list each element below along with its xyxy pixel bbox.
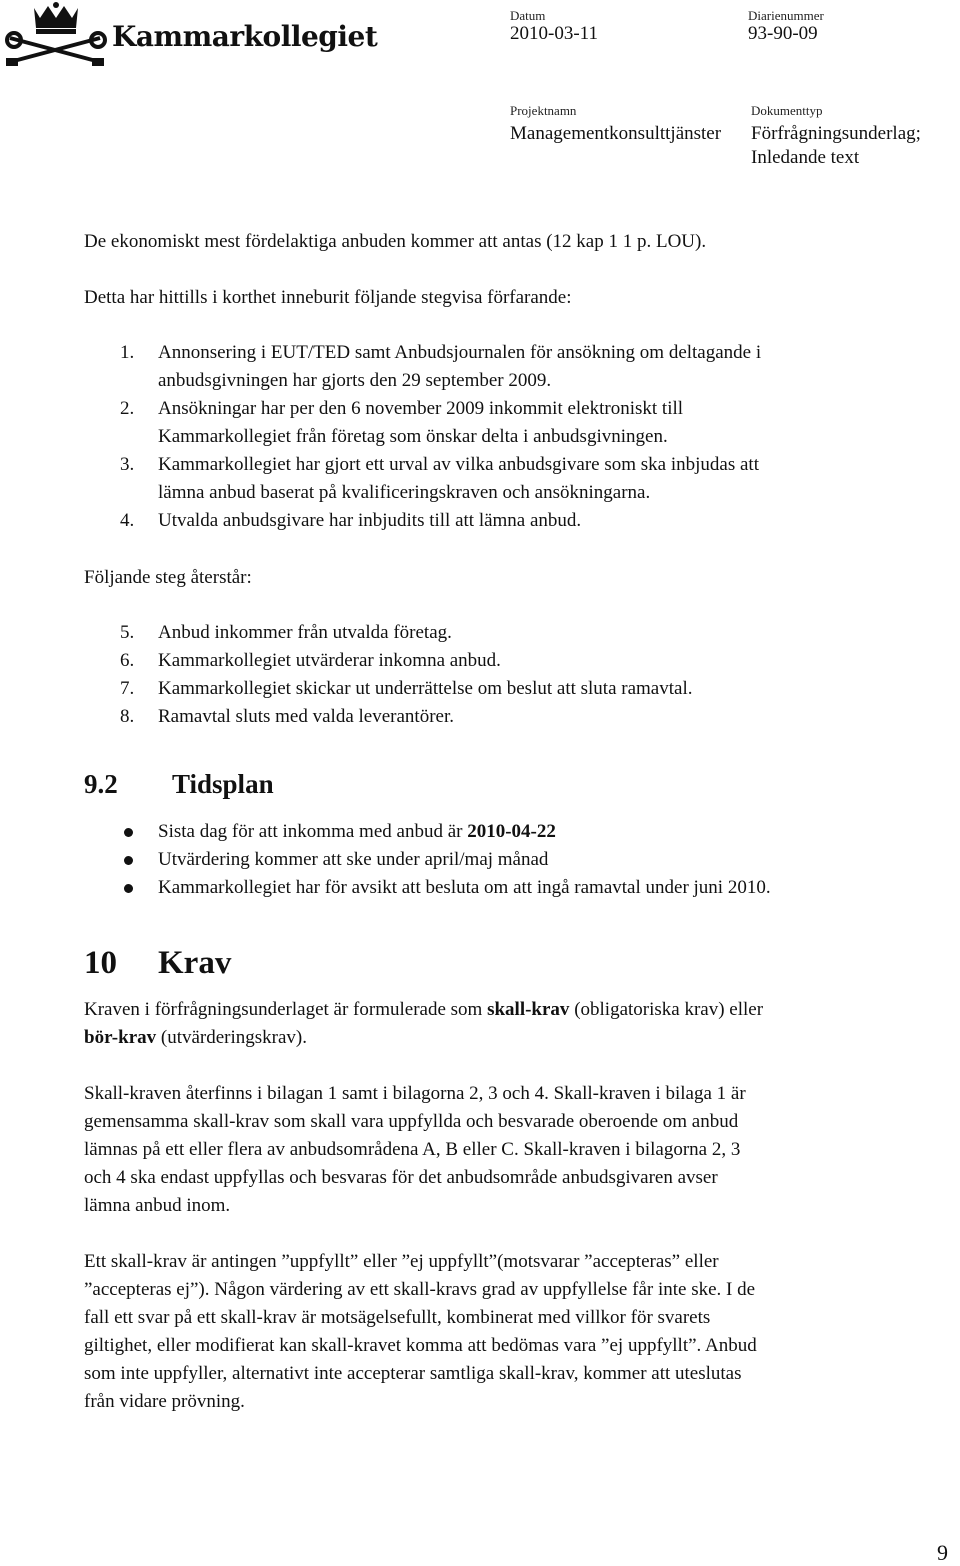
list-number: 6. — [120, 650, 135, 671]
list-item-text: Kammarkollegiet utvärderar inkomna anbud. — [158, 650, 501, 671]
paragraph-line: lämnas på ett eller flera av anbudsområdena A, B eller C. Skall-kraven i bilagorna 2, 3 — [84, 1139, 741, 1160]
remaining-heading: Följande steg återstår: — [84, 567, 252, 588]
list-number: 4. — [120, 510, 135, 531]
diarienummer-value: 93-90-09 — [748, 23, 818, 44]
list-number: 5. — [120, 622, 135, 643]
section-9-2-number: 9.2 — [84, 769, 118, 799]
list-item-text: Ansökningar har per den 6 november 2009 inkommit elektroniskt till — [158, 398, 684, 419]
text-run: Kraven i förfrågningsunderlaget är formulerade som — [84, 999, 488, 1020]
dokumenttyp-value-1: Förfrågningsunderlag; — [751, 123, 921, 144]
list-number: 3. — [120, 454, 135, 475]
list-number: 7. — [120, 678, 135, 699]
krav-paragraph-1 — [84, 996, 954, 1052]
krav-paragraph-3 — [84, 1248, 954, 1416]
projektnamn-value: Managementkonsulttjänster — [510, 123, 722, 144]
skall-krav-term: skall-krav — [487, 999, 570, 1020]
paragraph-line: ”accepteras ej”). Någon värdering av ett skall-kravs grad av uppfyllelse får inte ske. I de — [84, 1279, 756, 1300]
paragraph-line: fall ett svar på ett skall-krav är motsägelsefullt, kombinerat med villkor för svarets — [84, 1307, 711, 1328]
text-run: (utvärderingskrav). — [156, 1027, 308, 1048]
deadline-date: 2010-04-22 — [467, 821, 556, 842]
list-item-text: Kammarkollegiet skickar ut underrättelse om beslut att sluta ramavtal. — [158, 678, 693, 699]
page-number: 9 — [937, 1540, 948, 1565]
section-10-number: 10 — [84, 945, 117, 981]
crown-keys-emblem-icon — [4, 2, 109, 68]
list-item-text: lämna anbud baserat på kvalificeringskraven och ansökningarna. — [158, 482, 651, 503]
bullet-text: Utvärdering kommer att ske under april/maj månad — [158, 849, 549, 870]
intro-line-1: De ekonomiskt mest fördelaktiga anbuden kommer att antas (12 kap 1 1 p. LOU). — [84, 231, 707, 252]
bullet-icon — [124, 884, 133, 893]
list-number: 2. — [120, 398, 135, 419]
krav-paragraph-2 — [84, 1080, 954, 1220]
paragraph-line: lämna anbud inom. — [84, 1195, 231, 1216]
paragraph-line: från vidare prövning. — [84, 1391, 245, 1412]
dokumenttyp-label: Dokumenttyp — [751, 103, 823, 118]
list-number: 1. — [120, 342, 135, 363]
bullet-text — [158, 818, 556, 846]
bullet-icon — [124, 856, 133, 865]
paragraph-line: Ett skall-krav är antingen ”uppfyllt” eller ”ej uppfyllt”(motsvarar ”accepteras” eller — [84, 1251, 719, 1272]
kammarkollegiet-logo — [4, 2, 378, 70]
intro-line-2: Detta har hittills i korthet inneburit följande stegvisa förfarande: — [84, 287, 572, 308]
bor-krav-term: bör-krav — [84, 1027, 157, 1048]
paragraph-line — [84, 1024, 954, 1052]
list-item-text: anbudsgivningen har gjorts den 29 september 2009. — [158, 370, 552, 391]
paragraph-line — [84, 996, 954, 1024]
section-9-2-title: Tidsplan — [172, 769, 274, 799]
paragraph-line: giltighet, eller modifierat kan skall-kravet komma att bedömas vara ”ej uppfyllt”. Anbud — [84, 1335, 757, 1356]
section-10-title: Krav — [158, 945, 232, 981]
text-run: (obligatoriska krav) eller — [569, 999, 764, 1020]
diarienummer-label: Diarienummer — [748, 8, 824, 23]
bullet-text: Kammarkollegiet har för avsikt att besluta om att ingå ramavtal under juni 2010. — [158, 877, 771, 898]
paragraph-line: gemensamma skall-krav som skall vara uppfyllda och besvarade oberoende om anbud — [84, 1111, 739, 1132]
list-item-text: Kammarkollegiet har gjort ett urval av vilka anbudsgivare som ska inbjudas att — [158, 454, 759, 475]
paragraph-line: och 4 ska endast uppfyllas och besvaras för det anbudsområde anbudsgivaren avser — [84, 1167, 718, 1188]
projektnamn-label: Projektnamn — [510, 103, 577, 118]
paragraph-line: som inte uppfyller, alternativt inte accepterar samtliga skall-krav, kommer att uteslutas — [84, 1363, 742, 1384]
dokumenttyp-value-2: Inledande text — [751, 147, 860, 168]
list-item-text: Anbud inkommer från utvalda företag. — [158, 622, 452, 643]
datum-label: Datum — [510, 8, 546, 23]
org-name: Kammarkollegiet — [112, 20, 378, 53]
list-item-text: Annonsering i EUT/TED samt Anbudsjournalen för ansökning om deltagande i — [158, 342, 762, 363]
bullet-icon — [124, 828, 133, 837]
list-item-text: Ramavtal sluts med valda leverantörer. — [158, 706, 454, 727]
datum-value: 2010-03-11 — [510, 23, 598, 44]
list-number: 8. — [120, 706, 135, 727]
list-item-text: Utvalda anbudsgivare har inbjudits till att lämna anbud. — [158, 510, 582, 531]
paragraph-line: Skall-kraven återfinns i bilagan 1 samt i bilagorna 2, 3 och 4. Skall-kraven i bilaga 1 är — [84, 1083, 746, 1104]
list-item-text: Kammarkollegiet från företag som önskar delta i anbudsgivningen. — [158, 426, 668, 447]
bullet-text-part: Sista dag för att inkomma med anbud är — [158, 821, 468, 842]
